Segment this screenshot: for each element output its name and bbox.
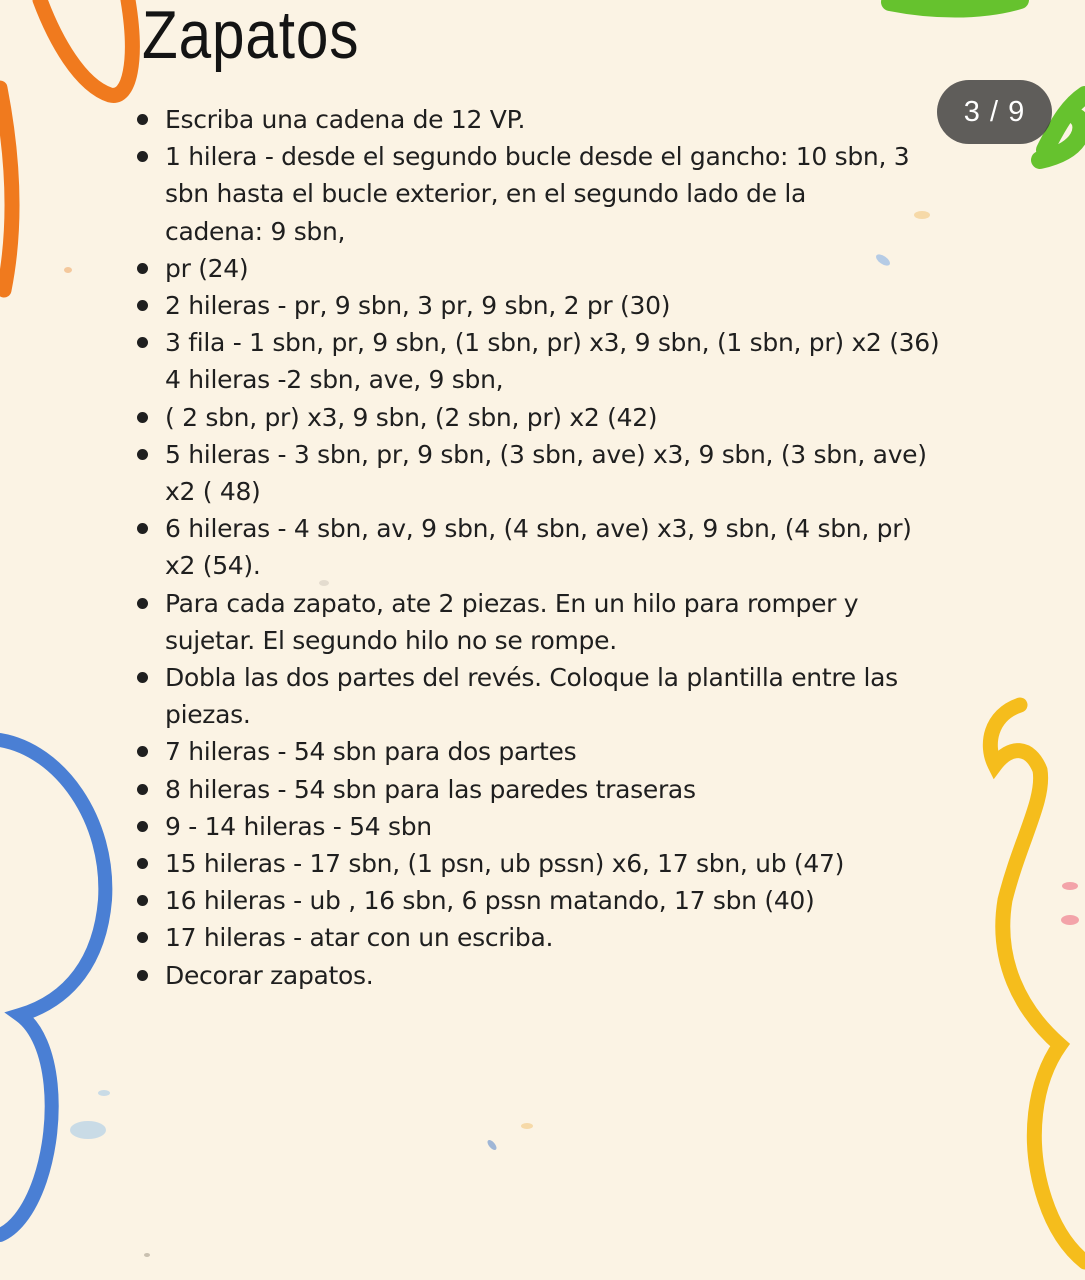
- list-item-line: 8 hileras - 54 sbn para las paredes traseras: [165, 774, 696, 804]
- yellow-doodle: [990, 705, 1085, 1262]
- list-item: [165, 957, 985, 994]
- list-item: [165, 585, 985, 659]
- list-item: [165, 101, 985, 138]
- list-item-line: 7 hileras - 54 sbn para dos partes: [165, 737, 577, 767]
- list-item: [165, 361, 985, 398]
- list-item-line: 17 hileras - atar con un escriba.: [165, 923, 554, 953]
- list-item-line: 1 hilera - desde el segundo bucle desde el gancho: 10 sbn, 3: [165, 142, 910, 172]
- list-item-line: 9 - 14 hileras - 54 sbn: [165, 811, 432, 841]
- list-item: [165, 659, 985, 733]
- list-item: [165, 250, 985, 287]
- list-item: [165, 287, 985, 324]
- list-item: [165, 324, 985, 361]
- orange-doodle: [0, 0, 132, 290]
- list-item-line: pr (24): [165, 253, 249, 283]
- list-item-line: 4 hileras -2 sbn, ave, 9 sbn,: [165, 365, 504, 395]
- list-item-line: ( 2 sbn, pr) x3, 9 sbn, (2 sbn, pr) x2 (42): [165, 402, 658, 432]
- list-item-line: 15 hileras - 17 sbn, (1 psn, ub pssn) x6, 17 sbn, ub (47): [165, 849, 845, 879]
- list-item-line: sbn hasta el bucle exterior, en el segundo lado de la: [165, 179, 807, 209]
- list-item-line: 6 hileras - 4 sbn, av, 9 sbn, (4 sbn, ave) x3, 9 sbn, (4 sbn, pr): [165, 514, 912, 544]
- list-item-line: Para cada zapato, ate 2 piezas. En un hilo para romper y: [165, 588, 859, 618]
- list-item-line: piezas.: [165, 700, 251, 730]
- list-item: [165, 436, 985, 510]
- list-item-line: Escriba una cadena de 12 VP.: [165, 105, 526, 134]
- list-item: [165, 733, 985, 770]
- list-item: [165, 138, 985, 250]
- list-item: [165, 919, 985, 956]
- list-item: [165, 845, 985, 882]
- list-item-line: x2 ( 48): [165, 477, 261, 507]
- instruction-list: [165, 101, 985, 994]
- list-item: [165, 882, 985, 919]
- list-item-line: 2 hileras - pr, 9 sbn, 3 pr, 9 sbn, 2 pr (30): [165, 291, 671, 321]
- list-item: [165, 399, 985, 436]
- list-item-line: 5 hileras - 3 sbn, pr, 9 sbn, (3 sbn, ave) x3, 9 sbn, (3 sbn, ave): [165, 439, 927, 469]
- list-item-line: 16 hileras - ub , 16 sbn, 6 pssn matando, 17 sbn (40): [165, 886, 815, 916]
- list-item-line: Dobla las dos partes del revés. Coloque la plantilla entre las: [165, 663, 898, 693]
- page-counter-badge: 3 / 9: [937, 80, 1052, 144]
- list-item-line: cadena: 9 sbn,: [165, 216, 346, 246]
- blue-doodle: [0, 740, 105, 1235]
- list-item-line: x2 (54).: [165, 551, 261, 581]
- list-item-line: sujetar. El segundo hilo no se rompe.: [165, 625, 617, 655]
- list-item-line: 3 fila - 1 sbn, pr, 9 sbn, (1 sbn, pr) x3, 9 sbn, (1 sbn, pr) x2 (36): [165, 328, 940, 358]
- page-title: Zapatos: [142, 0, 360, 73]
- list-item: [165, 808, 985, 845]
- list-item: [165, 510, 985, 584]
- list-item-line: Decorar zapatos.: [165, 960, 374, 990]
- list-item: [165, 771, 985, 808]
